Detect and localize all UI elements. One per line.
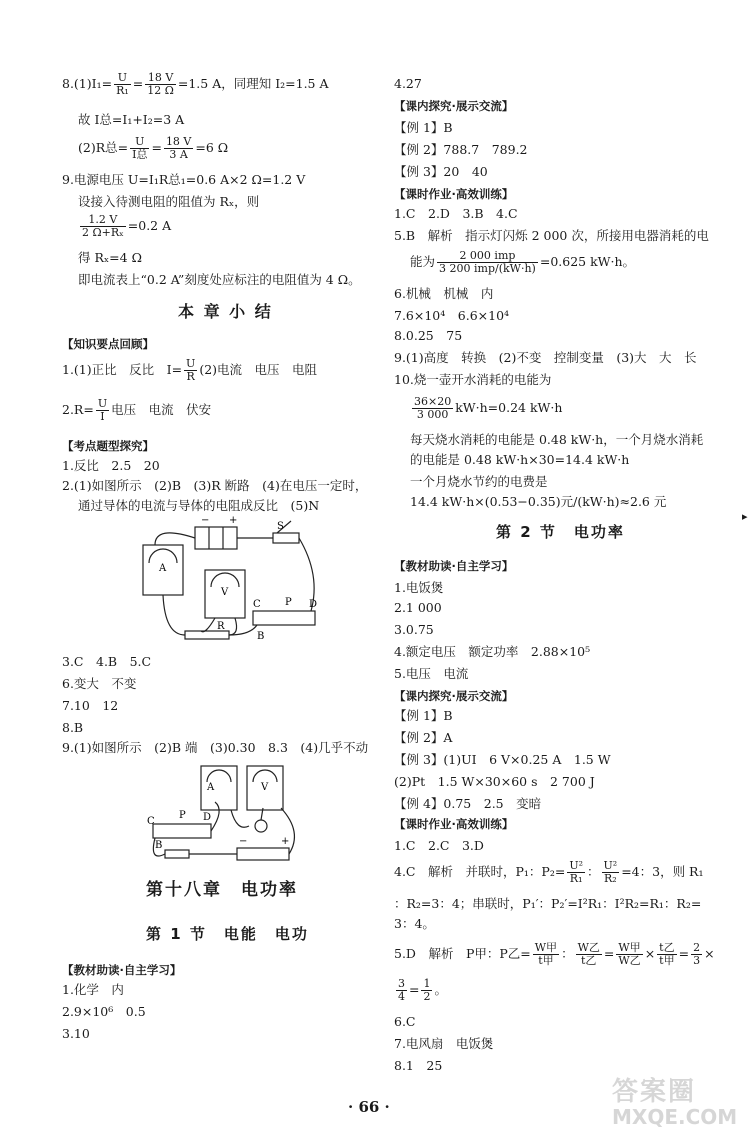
label-plus: +	[281, 836, 290, 847]
answer-line: 14.4 kW·h×(0.53−0.35)元/(kW·h)≈2.6 元	[410, 494, 667, 509]
answer-line: 9.(1)高度 转换 (2)不变 控制变量 (3)大 大 长	[394, 350, 697, 365]
answer-line: 1.(1)正比 反比 I= $\frac{U}{R}$ (2)电流 电压 电阻	[62, 357, 318, 383]
section-header: 【课时作业·高效训练】	[394, 187, 514, 201]
answer-line: 1.反比 2.5 20	[62, 458, 160, 473]
answer-line: $\frac{1.2 V}{\text{2 Ω+Rₓ}}$ =0.2 A	[82, 213, 172, 239]
fraction: $\frac{\text{W甲}}{\text{t甲}}$	[534, 941, 558, 967]
label-plus: +	[229, 515, 238, 526]
rheostat	[253, 611, 315, 625]
section-title: 第 2 节 电功率	[496, 523, 625, 541]
circuit-diagram-1	[125, 515, 325, 655]
answer-line: 故 I总=I₁+I₂=3 A	[78, 112, 185, 127]
answer-line: 8.(1)I₁= $\frac{U}{\text{R₁}}$ = $\frac{18 V}{12 \Omega}$ =1.5 A，同理知 I₂=1.5 A	[62, 71, 329, 97]
label-c: C	[147, 816, 155, 827]
answer-line: 1.C 2.C 3.D	[394, 838, 484, 853]
battery-pack	[195, 527, 237, 549]
answer-line: 1.化学 内	[62, 982, 124, 997]
battery	[237, 848, 289, 860]
answer-line: 5.电压 电流	[394, 666, 469, 681]
answer-line: 2.R= $\frac{U}{I}$ 电压 电流 伏安	[62, 397, 212, 423]
answer-line: 即电流表上“0.2 A”刻度处应标注的电阻值为 4 Ω。	[78, 272, 361, 287]
switch	[273, 533, 299, 543]
fraction: $\frac{\text{U²}}{\text{R₁}}$	[569, 859, 583, 885]
answer-line: 4.27	[394, 76, 422, 91]
answer-line: 【例 1】B	[394, 120, 453, 135]
answer-line: 1.C 2.D 3.B 4.C	[394, 206, 518, 221]
section-header: 【课内探究·展示交流】	[394, 689, 514, 703]
fraction: $\frac{1.2 V}{\text{2 Ω+Rₓ}}$	[82, 213, 124, 239]
answer-line: 【例 2】A	[394, 730, 453, 745]
answer-line: 7.电风扇 电饭煲	[394, 1036, 494, 1051]
label-p: P	[179, 810, 186, 821]
answer-line: 【例 1】B	[394, 708, 453, 723]
label-v: V	[221, 587, 229, 598]
resistor	[185, 631, 229, 639]
switch	[165, 850, 189, 858]
page-number: · 66 ·	[348, 1098, 390, 1116]
answer-line: 6.C	[394, 1014, 416, 1029]
circuit-diagram-2	[145, 762, 305, 872]
fraction: $\frac{\text{t乙}}{\text{t甲}}$	[659, 941, 675, 967]
answer-line: 10.烧一壶开水消耗的电能为	[394, 372, 552, 387]
answer-line: ：R₂=3：4；串联时，P₁′：P₂′=I²R₁：I²R₂=R₁：R₂=	[394, 896, 702, 911]
answer-line: 4.C 解析 并联时，P₁：P₂= $\frac{\text{U²}}{\text{R₁}}$ ： $\frac{\text{U²}}{\text{R₂}}$ =4：3，则 R₁	[394, 859, 704, 885]
label-s: S	[277, 521, 284, 532]
fraction: $\frac{1}{2}$	[423, 977, 431, 1003]
label-r: R	[217, 621, 225, 632]
answer-line: 的电能是 0.48 kW·h×30=14.4 kW·h	[410, 452, 630, 467]
rheostat	[153, 824, 211, 838]
answer-line: 8.0.25 75	[394, 328, 463, 343]
answer-line: 【例 2】788.7 789.2	[394, 142, 528, 157]
answer-line: 能为 $\frac{\text{2 000 imp}}{\text{3 200 imp/(kW·h)}}$ =0.625 kW·h。	[410, 249, 636, 275]
answer-line: 每天烧水消耗的电能是 0.48 kW·h，一个月烧水消耗	[410, 432, 704, 447]
label-c: C	[253, 599, 261, 610]
fraction: $\frac{U}{I}$	[97, 397, 108, 423]
fraction: $\frac{18 V}{12 \Omega}$	[147, 71, 174, 97]
answer-line: $\frac{3}{4}$ = $\frac{1}{2}$ 。	[398, 977, 447, 1003]
answer-line: 3.C 4.B 5.C	[62, 654, 152, 669]
answer-line: 7.10 12	[62, 698, 119, 713]
margin-arrow-icon: ▸	[742, 510, 748, 523]
section-header: 【知识要点回顾】	[62, 337, 154, 351]
fraction: $\frac{18 V}{3 A}$	[165, 135, 192, 161]
label-minus: −	[201, 515, 210, 526]
answer-line: 9.电源电压 U=I₁R总₁=0.6 A×2 Ω=1.2 V	[62, 172, 306, 187]
label-d: D	[203, 812, 212, 823]
answer-line: 2.(1)如图所示 (2)B (3)R 断路 (4)在电压一定时，	[62, 478, 368, 493]
answer-line: 【例 3】20 40	[394, 164, 488, 179]
fraction: $\frac{U}{R}$	[186, 357, 196, 383]
section-header: 【课时作业·高效训练】	[394, 817, 514, 831]
label-b: B	[155, 840, 163, 851]
answer-line: 【例 4】0.75 2.5 变暗	[394, 796, 542, 811]
answer-line: 【例 3】(1)UI 6 V×0.25 A 1.5 W	[394, 752, 611, 767]
answer-line: $\frac{36\times 20}{3 000}$ kW·h=0.24 kW·h	[414, 395, 563, 421]
answer-line: (2)Pt 1.5 W×30×60 s 2 700 J	[394, 774, 595, 789]
answer-line: 5.D 解析 P甲：P乙= $\frac{\text{W甲}}{\text{t甲}}$ ： $\frac{\text{W乙}}{\text{t乙}}$ = $\frac{\text{W甲}}{\text{W乙}}$ × $\frac{\text{t乙}}{\text{t甲}}$ = $\frac{2}{3}$ ×	[394, 941, 715, 967]
watermark-logo: 答案圈 MXQE.COM	[612, 1077, 738, 1129]
fraction: $\frac{U}{\text{R₁}}$	[116, 71, 129, 97]
answer-line: 3：4。	[394, 916, 435, 931]
section-header: 【教材助读·自主学习】	[394, 559, 514, 573]
fraction: $\frac{2}{3}$	[693, 941, 701, 967]
fraction: $\frac{\text{U²}}{\text{R₂}}$	[603, 859, 618, 885]
section-header: 【考点题型探究】	[62, 439, 154, 453]
answer-line: 得 Rₓ=4 Ω	[78, 250, 142, 265]
bulb	[255, 820, 267, 832]
answer-line: 5.B 解析 指示灯闪烁 2 000 次，所接用电器消耗的电	[394, 228, 709, 243]
answer-line: 通过导体的电流与导体的电阻成反比 (5)N	[78, 498, 320, 513]
fraction: $\frac{3}{4}$	[398, 977, 405, 1003]
fraction: $\frac{U}{\text{I总}}$	[132, 135, 148, 161]
label-v: V	[261, 782, 269, 793]
fraction: $\frac{\text{2 000 imp}}{\text{3 200 imp/(kW·h)}}$	[439, 249, 536, 275]
fraction: $\frac{36\times 20}{3 000}$	[414, 395, 452, 421]
answer-line: 3.10	[62, 1026, 90, 1041]
answer-line: 6.变大 不变	[62, 676, 137, 691]
answer-line: 9.(1)如图所示 (2)B 端 (3)0.30 8.3 (4)几乎不动	[62, 740, 369, 755]
answer-line: 1.电饭煲	[394, 580, 444, 595]
section-title: 第 1 节 电能 电功	[146, 925, 309, 943]
label-b: B	[257, 631, 265, 642]
answer-line: (2)R总= $\frac{U}{\text{I总}}$ = $\frac{18 V}{3 A}$ =6 Ω	[78, 135, 229, 161]
answer-line: 7.6×10⁴ 6.6×10⁴	[394, 308, 510, 323]
section-header: 【教材助读·自主学习】	[62, 963, 182, 977]
chapter-title: 第十八章 电功率	[146, 880, 298, 900]
label-p: P	[285, 597, 292, 608]
label-a: A	[207, 782, 215, 793]
label-d: D	[309, 599, 318, 610]
fraction: $\frac{\text{W乙}}{\text{t乙}}$	[577, 941, 600, 967]
answer-line: 设接入待测电阻的阻值为 Rₓ，则	[78, 194, 260, 209]
answer-line: 一个月烧水节约的电费是	[410, 474, 548, 489]
answer-line: 4.额定电压 额定功率 2.88×10⁵	[394, 644, 591, 659]
answer-line: 8.1 25	[394, 1058, 443, 1073]
answer-line: 2.9×10⁶ 0.5	[62, 1004, 146, 1019]
answer-line: 8.B	[62, 720, 84, 735]
answer-line: 2.1 000	[394, 600, 442, 615]
answer-line: 6.机械 机械 内	[394, 286, 494, 301]
section-header: 【课内探究·展示交流】	[394, 99, 514, 113]
summary-title: 本 章 小 结	[178, 302, 273, 321]
fraction: $\frac{\text{W甲}}{\text{W乙}}$	[618, 941, 641, 967]
label-minus: −	[239, 836, 248, 847]
answer-line: 3.0.75	[394, 622, 434, 637]
label-a: A	[159, 563, 167, 574]
